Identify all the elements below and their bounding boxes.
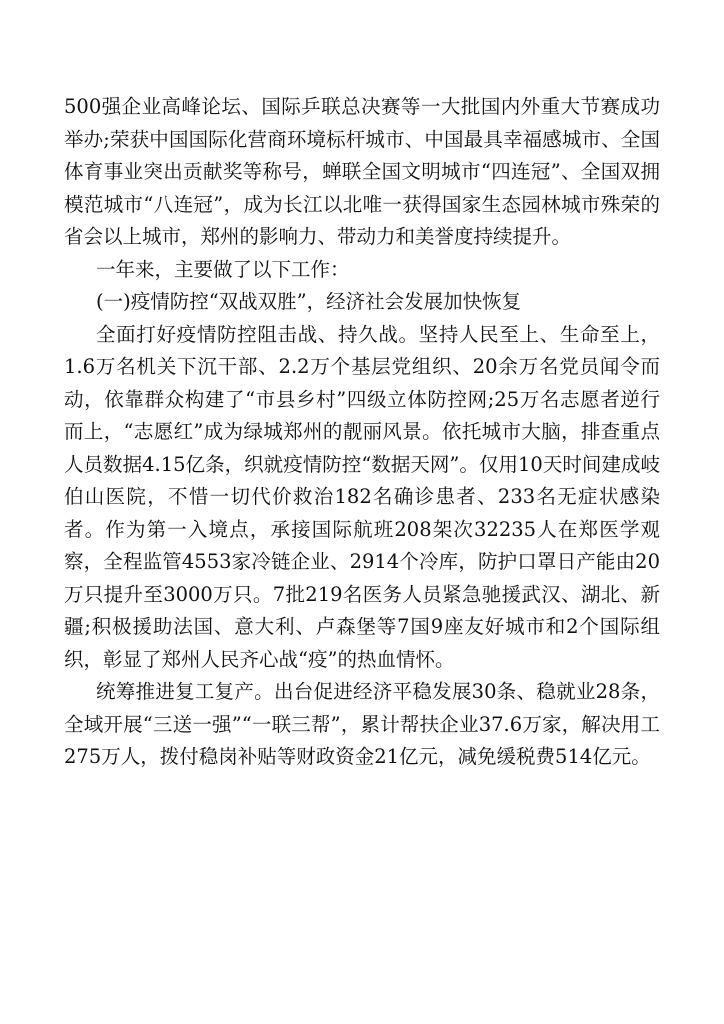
paragraph-resume-work: 统筹推进复工复产。出台促进经济平稳发展30条、稳就业28条，全域开展“三送一强”“一联三帮”，累计帮扶企业37.6万家，解决用工275万人，拨付稳岗补贴等财政资金21亿元，减免缓税费514亿元。 [64,680,660,768]
section-heading: (一)疫情防控“双战双胜”，经济社会发展加快恢复 [96,290,522,313]
paragraph-achievements: 500强企业高峰论坛、国际乒联总决赛等一大批国内外重大节赛成功举办;荣获中国国际化营商环境标杆城市、中国最具幸福感城市、全国体育事业突出贡献奖等称号，蝉联全国文明城市“四连冠”、全国双拥模范城市“八连冠”，成为长江以北唯一获得国家生态园林城市殊荣的省会以上城市，郑州的影响力、带动力和美誉度持续提升。 [64,95,660,248]
paragraph-intro: 一年来，主要做了以下工作： [96,257,350,281]
paragraph-epidemic-control: 全面打好疫情防控阻击战、持久战。坚持人民至上、生命至上，1.6万名机关下沉干部、2.2万个基层党组织、20余万名党员闻令而动，依靠群众构建了“市县乡村”四级立体防控网;25万名志愿者逆行而上，“志愿红”成为绿城郑州的靓丽风景。依托城市大脑，排查重点人员数据4.15亿条，织就疫情防控“数据天网”。仅用10天时间建成岐伯山医院，不惜一切代价救治182名确诊患者、233名无症状感染者。作为第一入境点，承接国际航班208架次32235人在郑医学观察，全程监管4553家冷链企业、2914个冷库，防护口罩日产能由20万只提升至3000万只。7批219名医务人员紧急驰援武汉、湖北、新疆;积极援助法国、意大利、卢森堡等7国9座友好城市和2个国际组织，彰显了郑州人民齐心战“疫”的热血情怀。 [64,322,660,671]
document-body [64,91,660,774]
